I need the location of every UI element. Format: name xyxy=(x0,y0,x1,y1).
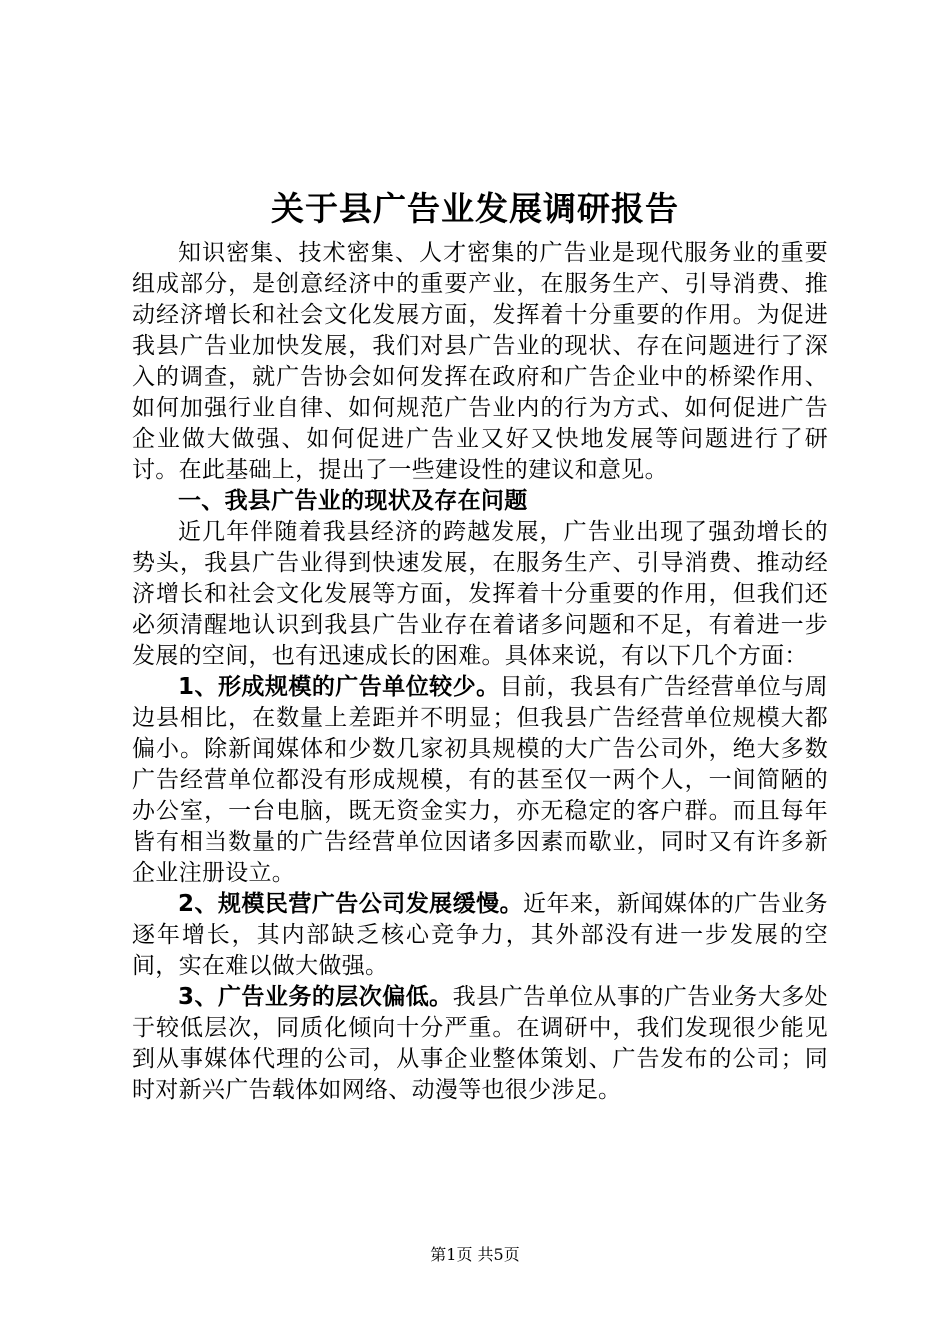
item-text-1: 目前，我县有广告经营单位与周边县相比，在数量上差距并不明显；但我县广告经营单位规模大都偏小。除新闻媒体和少数几家初具规模的大广告公司外，绝大多数广告经营单位都没有形成规模，有的甚至仅一两个人，一间简陋的办公室，一台电脑，既无资金实力，亦无稳定的客户群。而且每年皆有相当数量的广告经营单位因诸多因素而歇业，同时又有许多新企业注册设立。 xyxy=(132,674,828,886)
section-heading: 一、我县广告业的现状及存在问题 xyxy=(178,488,528,514)
item-lead-2: 2、规模民营广告公司发展缓慢。 xyxy=(178,891,524,917)
item-text-3: 我县广告单位从事的广告业务大多处于较低层次，同质化倾向十分严重。在调研中，我们发现很少能见到从事媒体代理的公司，从事企业整体策划、广告发布的公司；同时对新兴广告载体如网络、动漫等也很少涉足。 xyxy=(132,984,828,1103)
item-paragraph-1 xyxy=(132,672,828,889)
item-paragraph-3 xyxy=(132,982,828,1106)
item-paragraph-2 xyxy=(132,889,828,982)
item-lead-1: 1、形成规模的广告单位较少。 xyxy=(178,674,500,700)
document-title: 关于县广告业发展调研报告 xyxy=(271,189,679,228)
document-body xyxy=(132,238,828,1106)
item-text-2: 近年来，新闻媒体的广告业务逐年增长，其内部缺乏核心竞争力，其外部没有进一步发展的空间，实在难以做大做强。 xyxy=(132,891,828,979)
item-lead-3: 3、广告业务的层次偏低。 xyxy=(178,984,453,1010)
section-intro-paragraph: 近几年伴随着我县经济的跨越发展，广告业出现了强劲增长的势头，我县广告业得到快速发展，在服务生产、引导消费、推动经济增长和社会文化发展等方面，发挥着十分重要的作用，但我们还必须清醒地认识到我县广告业存在着诸多问题和不足，有着进一步发展的空间，也有迅速成长的困难。具体来说，有以下几个方面： xyxy=(132,519,828,669)
page-footer: 第1页 共5页 xyxy=(430,1245,520,1264)
intro-paragraph: 知识密集、技术密集、人才密集的广告业是现代服务业的重要组成部分，是创意经济中的重要产业，在服务生产、引导消费、推动经济增长和社会文化发展方面，发挥着十分重要的作用。为促进我县广告业加快发展，我们对县广告业的现状、存在问题进行了深入的调查，就广告协会如何发挥在政府和广告企业中的桥梁作用、如何加强行业自律、如何规范广告业内的行为方式、如何促进广告企业做大做强、如何促进广告业又好又快地发展等问题进行了研讨。在此基础上，提出了一些建设性的建议和意见。 xyxy=(132,240,828,483)
